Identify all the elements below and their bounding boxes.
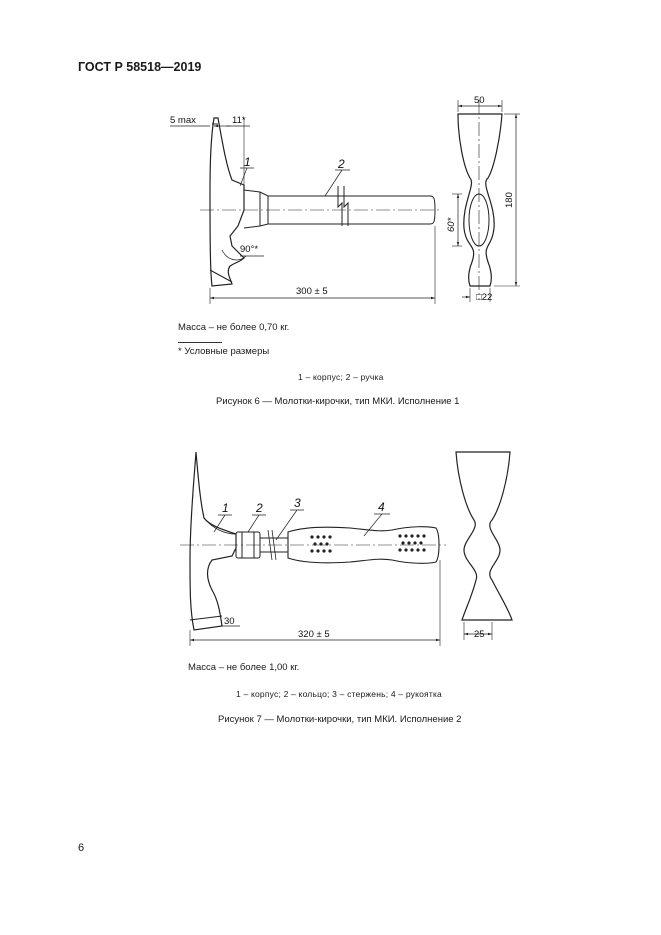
callout-fig6-1: 1 [244,155,251,169]
figure6-hammer-front [170,118,440,304]
dim-angle: 90°* [240,244,259,255]
page-number: 6 [78,842,85,854]
legend-fig6: 1 – корпус; 2 – ручка [298,372,384,382]
mass-fig6: Масса – не более 0,70 кг. [178,322,290,333]
dim-eye: 60* [446,217,457,232]
callout-fig6-2: 2 [338,157,345,171]
callout-fig7-4: 4 [378,500,385,514]
dim-overhang: 5 max [170,115,196,126]
dim-width-bottom: 25 [474,629,485,640]
figure7-hammer-front [180,452,446,646]
dim-length-fig6: 300 ± 5 [296,286,328,297]
mass-fig7: Масса – не более 1,00 кг. [188,662,300,673]
callout-fig7-1: 1 [222,501,229,515]
caption-fig7: Рисунок 7 — Молотки-кирочки, тип МКИ. Исполнение 2 [218,714,462,725]
footnote: * Условные размеры [178,346,270,357]
dim-width-top: 50 [474,95,485,106]
dim-head-thickness: 11* [232,115,246,126]
legend-fig7: 1 – корпус; 2 – кольцо; 3 – стержень; 4 – рукоятка [236,689,442,699]
figure7-hammer-side [456,452,512,640]
dim-height-side: 180 [504,192,515,208]
dim-square: □22 [476,292,493,303]
dim-tip: 30 [224,616,235,627]
callout-fig7-3: 3 [294,496,301,510]
callout-fig7-2: 2 [256,501,263,515]
dim-length-fig7: 320 ± 5 [298,629,330,640]
standard-header: ГОСТ Р 58518—2019 [78,60,202,74]
footnote-rule [178,342,222,343]
caption-fig6: Рисунок 6 — Молотки-кирочки, тип МКИ. Исполнение 1 [216,396,460,407]
